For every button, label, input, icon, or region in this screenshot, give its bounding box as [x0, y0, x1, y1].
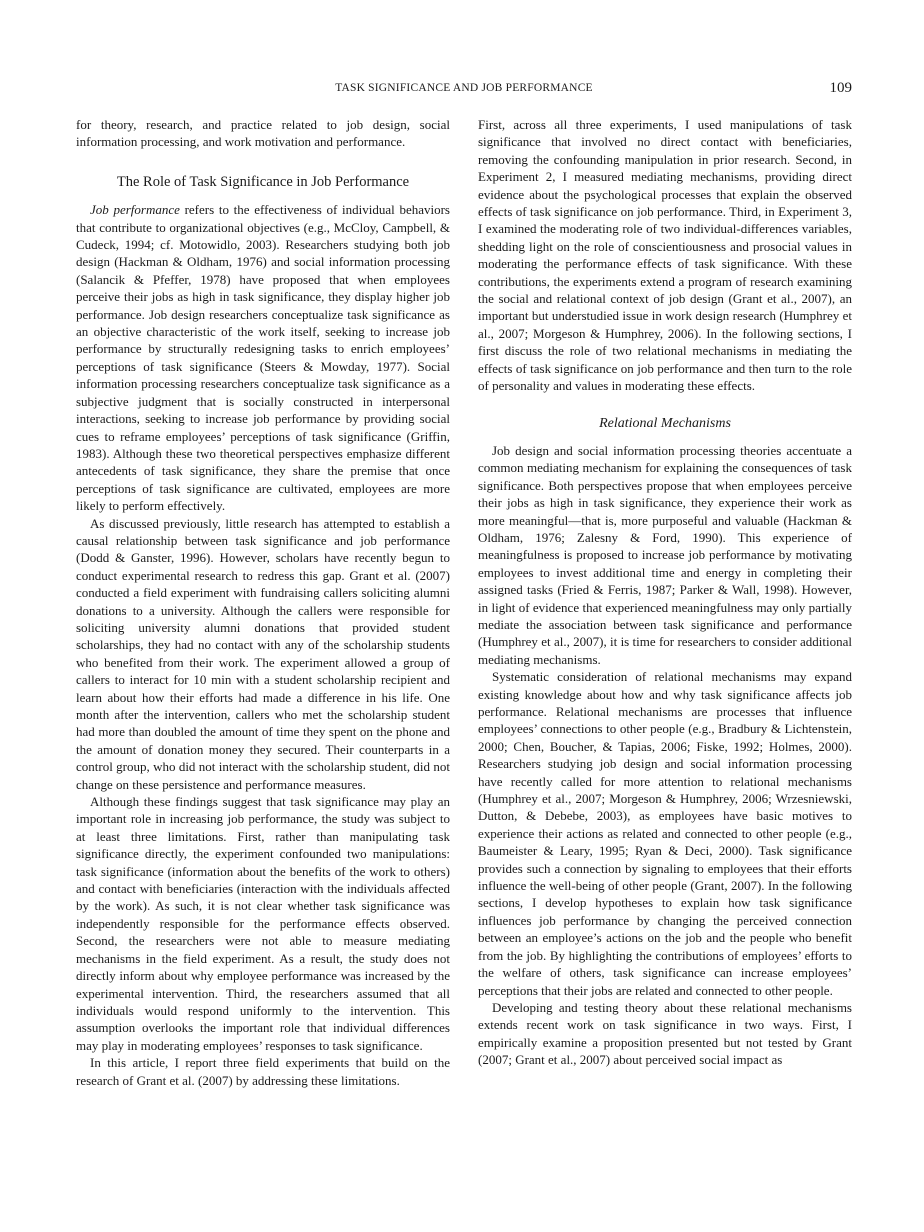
- paragraph: for theory, research, and practice related to job design, social information processing, and work motivation and performance.: [76, 117, 450, 150]
- running-head: [76, 80, 852, 100]
- paragraph: First, across all three experiments, I used manipulations of task significance that involved no direct contact with beneficiaries, removing the confounding manipulation in prior research. Second, in Experiment 2, I measured mediating mechanisms, providing direct evidence about the psychological processes that explain the observed effects of task significance on job performance. Third, in Experiment 3, I examined the moderating role of two individual-differences variables, shedding light on the role of conscientiousness and prosocial values in moderating the performance effects of task significance. With these contributions, the experiments extend a program of research examining the social and relational context of job design (Grant et al., 2007), an important but understudied issue in work design research (Humphrey et al., 2007; Morgeson & Humphrey, 2006). In the following sections, I first discuss the role of two relational mechanisms in mediating the effects of task significance on job performance and then turn to the role of personality and values in moderating these effects.: [478, 117, 852, 394]
- running-title: TASK SIGNIFICANCE AND JOB PERFORMANCE: [335, 82, 593, 94]
- paragraph: Systematic consideration of relational mechanisms may expand existing knowledge about how and why task significance affects job performance. Relational mechanisms are processes that influence employees’ connections to other people (e.g., Bradbury & Lichtenstein, 2000; Chen, Boucher, & Tapias, 2006; Fiske, 1992; Holmes, 2000). Researchers studying job design and social information processing have recently called for more attention to relational mechanisms (Humphrey et al., 2007; Morgeson & Humphrey, 2006; Wrzesniewski, Dutton, & Debebe, 2003), as employees have basic motives to experience their actions as related and connected to other people (e.g., Baumeister & Leary, 1995; Ryan & Deci, 2000). Task significance provides such a connection by signaling to employees that their efforts influence the well-being of other people (Grant, 2007). In the following sections, I develop hypotheses to explain how task significance influences job performance by changing the perceived connection between an employee’s actions on the job and the people who benefit from the job. By highlighting the contributions of employees’ efforts to the welfare of others, task significance can increase employees’ perceptions that their jobs are related and connected to other people.: [478, 669, 852, 998]
- paragraph: As discussed previously, little research has attempted to establish a causal relationship between task significance and job performance (Dodd & Ganster, 1996). However, scholars have recently begun to conduct experimental research to redress this gap. Grant et al. (2007) conducted a field experiment with fundraising callers soliciting alumni donations to a university. Although the callers were responsible for soliciting university alumni donations that provided student scholarships, they had no contact with any of the scholarship students who benefited from their work. The experiment allowed a group of callers to interact for 10 min with a student scholarship recipient and learn about how their efforts had made a difference in his life. One month after the intervention, callers who met the scholarship student had more than doubled the amount of time they spent on the phone and the amount of donation money they secured. Their counterparts in a control group, who did not interact with the scholarship student, did not change on these persistence and performance measures.: [76, 515, 450, 792]
- paragraph: Job design and social information processing theories accentuate a common mediating mechanism for explaining the consequences of task significance. Both perspectives propose that when employees perceive their jobs as high in task significance, they experience their work as more meaningful—that is, more purposeful and valuable (Hackman & Oldham, 1976; Zalesny & Ford, 1990). This experience of meaningfulness is proposed to increase job performance by motivating employees to invest additional time and energy in completing their assigned tasks (Fried & Ferris, 1987; Parker & Wall, 1998). However, in light of evidence that experienced meaningfulness may only partially mediate the association between task significance and performance (Humphrey et al., 2007), it is time for researchers to consider additional mediating mechanisms.: [478, 442, 852, 667]
- paragraph: [76, 201, 450, 514]
- right-column: [478, 116, 852, 1069]
- paragraph: Although these findings suggest that task significance may play an important role in increasing job performance, the study was subject to at least three limitations. First, rather than manipulating task significance directly, the experiment confounded two manipulations: task significance (information about the benefits of the work to others) and contact with beneficiaries (interaction with the individuals affected by the work). As such, it is not clear whether task significance was independently responsible for the performance effects observed. Second, the researchers were not able to measure mediating mechanisms in the field experiment. As a result, the study does not directly inform about why employee performance was increased by the experimental intervention. Third, the researchers assumed that all individuals would respond uniformly to the intervention. This assumption overlooks the important role that individual differences may play in moderating employees’ responses to task significance.: [76, 794, 450, 1053]
- subsection-heading: Relational Mechanisms: [599, 415, 731, 431]
- italic-term: Job performance: [90, 202, 180, 218]
- section-heading: The Role of Task Significance in Job Performance: [116, 173, 410, 190]
- left-column: [76, 116, 450, 1089]
- page-number: 109: [829, 80, 852, 96]
- paragraph: In this article, I report three field experiments that build on the research of Grant et al. (2007) by addressing these limitations.: [76, 1055, 450, 1088]
- paragraph: Developing and testing theory about these relational mechanisms extends recent work on task significance in two ways. First, I empirically examine a proposition presented but not tested by Grant (2007; Grant et al., 2007) about perceived social impact as: [478, 999, 852, 1068]
- paragraph-text: refers to the effectiveness of individual behaviors that contribute to organizational objectives (e.g., McCloy, Campbell, & Cudeck, 1994; cf. Motowidlo, 2003). Researchers studying both job design (Hackman & Oldham, 1976) and social information processing (Salancik & Pfeffer, 1978) have proposed that when employees perceive their jobs as high in task significance, they display higher job performance. Job design researchers conceptualize task significance as an objective characteristic of the work itself, seeking to increase job performance by structurally redesigning tasks to enrich employees’ perceptions of task significance (Steers & Mowday, 1977). Social information processing researchers conceptualize task significance as a subjective judgment that is socially constructed in interpersonal interactions, seeking to increase job performance by providing social cues to reframe employees’ perceptions of task significance (Griffin, 1983). Although these two theoretical perspectives emphasize different antecedents of task significance, they share the premise that once perceptions of task significance are cultivated, employees are more likely to perform effectively.: [76, 202, 450, 514]
